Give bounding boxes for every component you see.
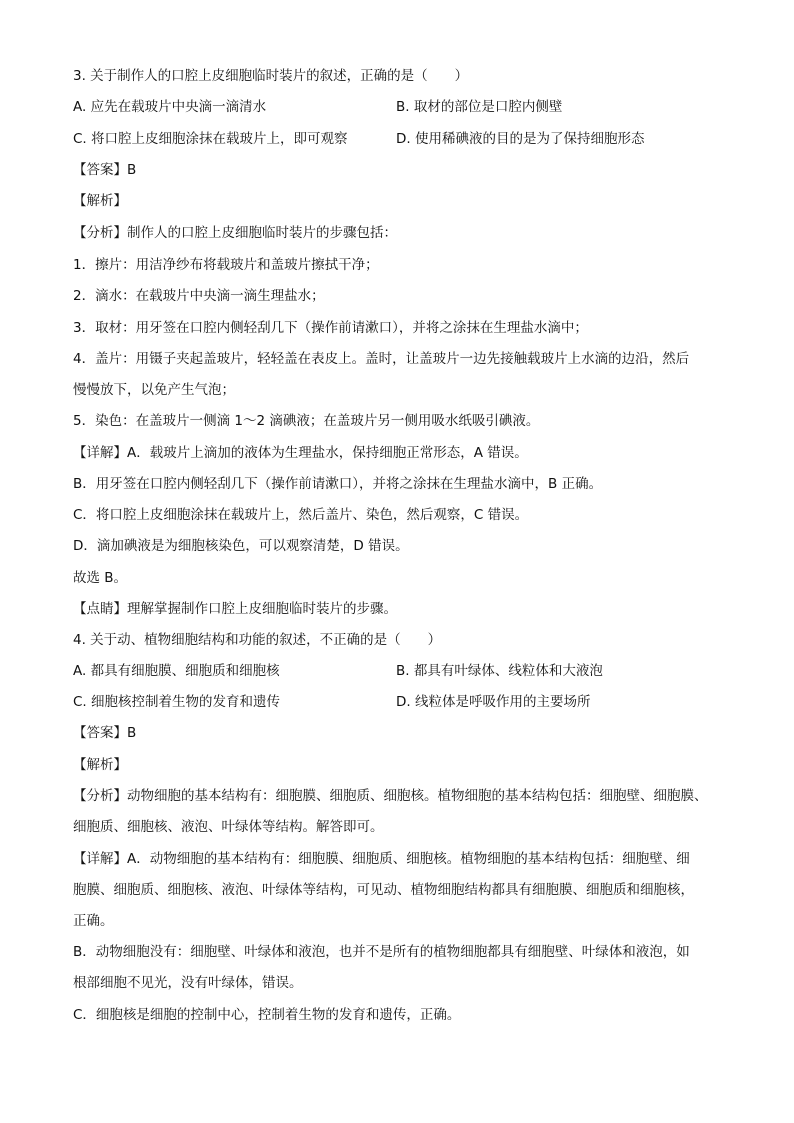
q4-text-line: 根部细胞不见光，没有叶绿体，错误。: [73, 975, 303, 991]
question-3-stem: 3. 关于制作人的口腔上皮细胞临时装片的叙述，正确的是（ ）: [73, 68, 469, 84]
q3-option-d: D. 使用稀碘液的目的是为了保持细胞形态: [396, 131, 645, 147]
q4-text-line: B．动物细胞没有：细胞壁、叶绿体和液泡，也并不是所有的植物细胞都具有细胞壁、叶绿体和液泡，如: [73, 944, 690, 960]
q4-analysis-heading: 【解析】: [73, 757, 127, 773]
q4-text-line: 胞膜、细胞质、细胞核、液泡、叶绿体等结构，可见动、植物细胞结构都具有细胞膜、细胞质和细胞核，: [73, 882, 694, 898]
q3-text-line: 5．染色：在盖玻片一侧滴 1～2 滴碘液；在盖玻片另一侧用吸水纸吸引碘液。: [73, 413, 540, 429]
q4-text-line: 【分析】动物细胞的基本结构有：细胞膜、细胞质、细胞核。植物细胞的基本结构包括：细胞壁、细胞膜、: [73, 788, 708, 804]
q4-text-line: 正确。: [73, 913, 114, 929]
q4-text-line: C．细胞核是细胞的控制中心，控制着生物的发育和遗传，正确。: [73, 1007, 461, 1023]
q4-option-c: C. 细胞核控制着生物的发育和遗传: [73, 694, 281, 710]
q3-text-line: 【分析】制作人的口腔上皮细胞临时装片的步骤包括：: [73, 225, 397, 241]
q3-analysis-heading: 【解析】: [73, 193, 127, 209]
q3-option-a: A. 应先在载玻片中央滴一滴清水: [73, 99, 267, 115]
q4-option-b: B. 都具有叶绿体、线粒体和大液泡: [396, 663, 603, 679]
q3-text-line: D．滴加碘液是为细胞核染色，可以观察清楚，D 错误。: [73, 538, 409, 554]
q4-option-d: D. 线粒体是呼吸作用的主要场所: [396, 694, 591, 710]
question-4-stem: 4. 关于动、植物细胞结构和功能的叙述，不正确的是（ ）: [73, 632, 442, 648]
q3-text-line: 【详解】A．载玻片上滴加的液体为生理盐水，保持细胞正常形态，A 错误。: [73, 445, 528, 461]
q3-text-line: 【点睛】理解掌握制作口腔上皮细胞临时装片的步骤。: [73, 601, 397, 617]
q3-text-line: 3．取材：用牙签在口腔内侧轻刮几下（操作前请漱口），并将之涂抹在生理盐水滴中；: [73, 320, 588, 336]
q3-text-line: B．用牙签在口腔内侧轻刮几下（操作前请漱口），并将之涂抹在生理盐水滴中，B 正确。: [73, 476, 603, 492]
q3-text-line: 2．滴水：在载玻片中央滴一滴生理盐水；: [73, 288, 325, 304]
q3-text-line: C．将口腔上皮细胞涂抹在载玻片上，然后盖片、染色，然后观察，C 错误。: [73, 507, 529, 523]
q4-answer: 【答案】B: [73, 725, 137, 741]
q4-text-line: 【详解】A．动物细胞的基本结构有：细胞膜、细胞质、细胞核。植物细胞的基本结构包括：细胞壁、细: [73, 851, 690, 867]
q3-answer: 【答案】B: [73, 162, 137, 178]
q3-text-line: 1．擦片：用洁净纱布将载玻片和盖玻片擦拭干净；: [73, 257, 379, 273]
q3-text-line: 慢慢放下，以免产生气泡；: [73, 382, 235, 398]
q4-option-a: A. 都具有细胞膜、细胞质和细胞核: [73, 663, 280, 679]
q3-text-line: 故选 B。: [73, 570, 128, 586]
q3-option-b: B. 取材的部位是口腔内侧壁: [396, 99, 563, 115]
q3-option-c: C. 将口腔上皮细胞涂抹在载玻片上，即可观察: [73, 131, 348, 147]
q4-text-line: 细胞质、细胞核、液泡、叶绿体等结构。解答即可。: [73, 819, 384, 835]
q3-text-line: 4．盖片：用镊子夹起盖玻片，轻轻盖在表皮上。盖时，让盖玻片一边先接触载玻片上水滴的边沿，然后: [73, 351, 690, 367]
